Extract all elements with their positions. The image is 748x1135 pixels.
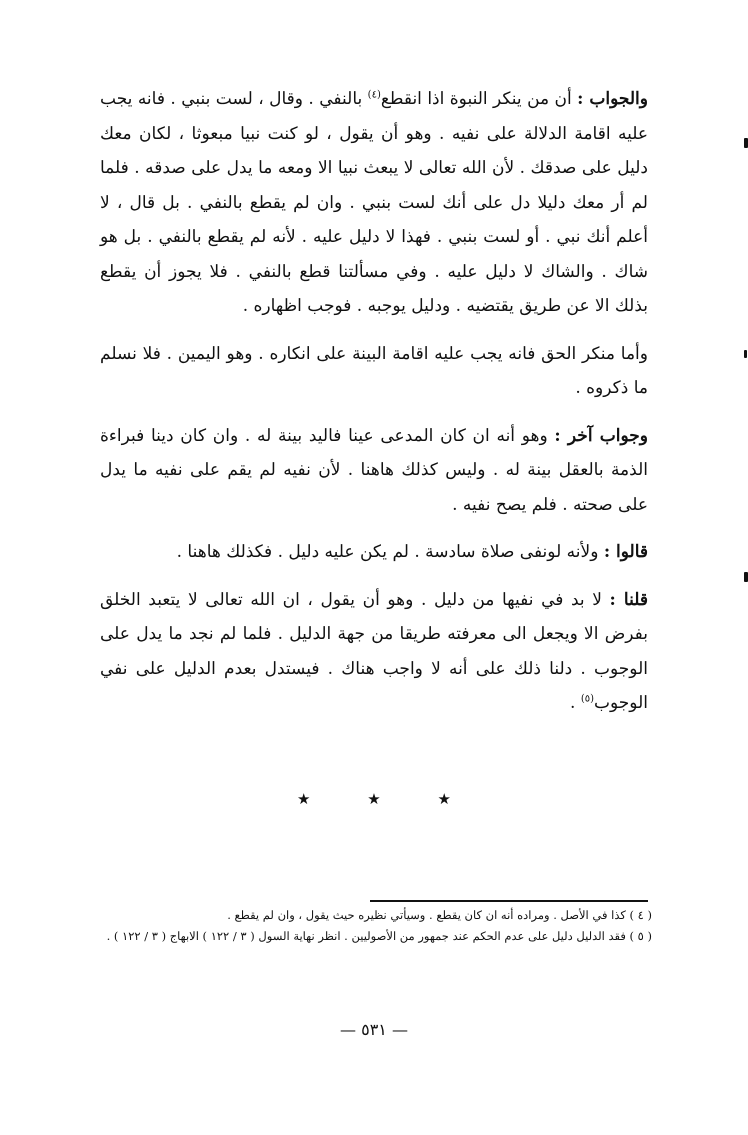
scan-edge-mark [744,138,748,148]
paragraph-text: وأما منكر الحق فانه يجب عليه اقامة البينة على انكاره . وهو اليمين . فلا نسلم ما ذكروه . [100,343,648,398]
paragraph-text: أن من ينكر النبوة اذا انقطع [380,89,578,109]
paragraph-we-said [100,583,648,721]
footnote-ref: (٥) [580,693,595,705]
main-text [100,82,648,734]
footnote-5: ( ٥ ) فقد الدليل دليل على عدم الحكم عند جمهور من الأصوليين . انظر نهاية السول ( ٣ / ١٢٢ ) الابهاج ( ٣ / ١٢٢ ) . [106,929,652,943]
paragraph-text-rest: بالنفي . وقال ، لست بنبي . فانه يجب عليه اقامة الدلالة على نفيه . وهو أن يقول ، لو كنت نبيا مبعوثا ، لكان معك دليل على صدقك . لأن الله تعالى لا يبعث نبيا الا ومعه ما يدل على صدقه . فلما لم أر معك دليلا دل على أنك لست بنبي . وان لم يقطع بالنفي . بل قال ، لا أعلم أنك نبي . أو لست بنبي . فهذا لا دليل عليه . لأنه لم يقطع بالنفي . بل هو شاك . والشاك لا دليل عليه . وفي مسألتنا قطع بالنفي . فلا يجوز أن يقطع بذلك الا عن طريق يقتضيه . ودليل يوجبه . فوجب اظهاره . [100,89,648,316]
paragraph-another-answer [100,419,648,523]
section-separator: ★ ★ ★ [297,790,477,808]
page-number: — ٥٣١ — [340,1020,408,1039]
paragraph-text-rest: . [570,693,581,713]
paragraph-denier [100,337,648,406]
paragraph-lead: والجواب : [577,89,648,109]
paragraph-lead: وجواب آخر : [554,425,648,446]
scan-edge-mark [744,350,747,358]
paragraph-text: لا بد في نفيها من دليل . وهو أن يقول ، ان الله تعالى لا يتعبد الخلق بفرض الا ويجعل الى معرفته طريقا من جهة الدليل . فلما لم نجد ما يدل على الوجوب . دلنا ذلك على أنه لا واجب هناك . فيستدل بعدم الدليل على نفي الوجوب [100,589,648,713]
footnote-rule [370,900,648,902]
paragraph-text: وهو أنه ان كان المدعى عينا فاليد بينة له . وان كان دينا فبراءة الذمة بالعقل بينة له . وليس كذلك هاهنا . لأن نفيه لم يقم على نفيه ما يدل على صحته . فلم يصح نفيه . [100,425,648,515]
paragraph-they-said [100,535,648,570]
footnote-ref: (٤) [367,89,381,101]
paragraph-text: ولأنه لونفى صلاة سادسة . لم يكن عليه دليل . فكذلك هاهنا . [176,542,604,562]
paragraph-lead: قالوا : [603,542,648,562]
footnotes [100,905,652,947]
scan-edge-mark [744,572,748,582]
footnote-4: ( ٤ ) كذا في الأصل . ومراده أنه ان كان يقطع . وسيأتي نظيره حيث يقول ، وان لم يقطع . [227,908,652,922]
paragraph-answer [100,82,648,324]
paragraph-lead: قلنا : [609,589,648,610]
